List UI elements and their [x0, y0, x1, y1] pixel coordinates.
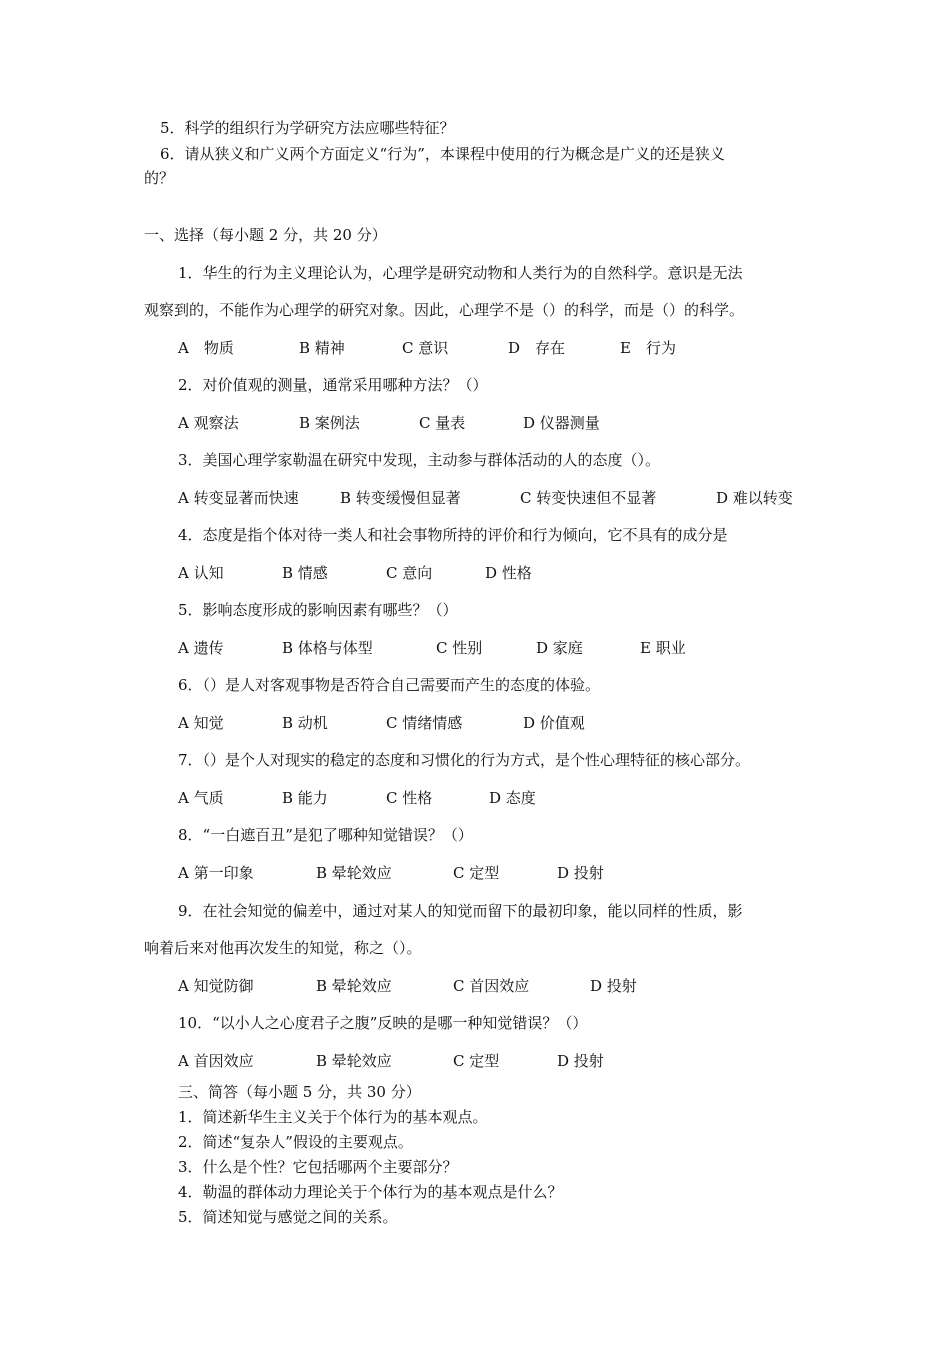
option: B 情感 — [282, 564, 328, 582]
option: B 转变缓慢但显著 — [340, 489, 461, 507]
prior-question-5: 5．科学的组织行为学研究方法应哪些特征？ — [160, 119, 455, 137]
option: D 投射 — [557, 864, 604, 882]
question-7: 7．（）是个人对现实的稳定的态度和习惯化的行为方式，是个性心理特征的核心部分。 — [178, 751, 751, 769]
section-heading-choice: 一、选择（每小题 2 分，共 20 分） — [144, 226, 387, 244]
option: C 定型 — [453, 864, 500, 882]
option: D 仪器测量 — [523, 414, 600, 432]
option: B 精神 — [299, 339, 345, 357]
question-10: 10．“以小人之心度君子之腹”反映的是哪一种知觉错误？（） — [178, 1014, 588, 1032]
question-2: 2．对价值观的测量，通常采用哪种方法？（） — [178, 376, 488, 394]
question-1-line-2: 观察到的，不能作为心理学的研究对象。因此，心理学不是（）的科学，而是（）的科学。 — [144, 301, 745, 319]
question-9-line-1: 9．在社会知觉的偏差中，通过对某人的知觉而留下的最初印象，能以同样的性质，影 — [178, 902, 743, 920]
option: B 体格与体型 — [282, 639, 373, 657]
prior-question-6: 6．请从狭义和广义两个方面定义“行为”，本课程中使用的行为概念是广义的还是狭义 — [160, 145, 725, 163]
option: C 量表 — [419, 414, 466, 432]
option: D 性格 — [485, 564, 532, 582]
option: A 观察法 — [178, 414, 239, 432]
question-6: 6．（）是人对客观事物是否符合自己需要而产生的态度的体验。 — [178, 676, 601, 694]
option: D 投射 — [557, 1052, 604, 1070]
option: E 职业 — [640, 639, 686, 657]
option: A 第一印象 — [178, 864, 254, 882]
short-answer-item: 2．简述“复杂人”假设的主要观点。 — [178, 1133, 413, 1151]
option: D 难以转变 — [716, 489, 793, 507]
option: C 定型 — [453, 1052, 500, 1070]
option: D 投射 — [590, 977, 637, 995]
option: E 行为 — [620, 339, 676, 357]
option: B 晕轮效应 — [316, 1052, 392, 1070]
option: B 案例法 — [299, 414, 360, 432]
option: A 首因效应 — [178, 1052, 254, 1070]
question-3: 3．美国心理学家勒温在研究中发现，主动参与群体活动的人的态度（）。 — [178, 451, 661, 469]
option: C 意识 — [402, 339, 449, 357]
question-9-line-2: 响着后来对他再次发生的知觉，称之（）。 — [144, 939, 422, 957]
option: A 物质 — [178, 339, 234, 357]
question-5: 5．影响态度形成的影响因素有哪些？（） — [178, 601, 458, 619]
short-answer-item: 1．简述新华生主义关于个体行为的基本观点。 — [178, 1108, 488, 1126]
option: C 性别 — [436, 639, 483, 657]
question-1-line-1: 1．华生的行为主义理论认为，心理学是研究动物和人类行为的自然科学。意识是无法 — [178, 264, 743, 282]
short-answer-item: 3．什么是个性？它包括哪两个主要部分？ — [178, 1158, 458, 1176]
option: D 家庭 — [536, 639, 583, 657]
prior-question-6-cont: 的？ — [144, 169, 175, 187]
option: B 动机 — [282, 714, 328, 732]
short-answer-item: 5．简述知觉与感觉之间的关系。 — [178, 1208, 398, 1226]
option: A 气质 — [178, 789, 224, 807]
option: A 遗传 — [178, 639, 224, 657]
option: C 情绪情感 — [386, 714, 463, 732]
option: A 认知 — [178, 564, 224, 582]
option: B 晕轮效应 — [316, 977, 392, 995]
option: C 转变快速但不显著 — [520, 489, 657, 507]
option: D 态度 — [489, 789, 536, 807]
question-4: 4．态度是指个体对待一类人和社会事物所持的评价和行为倾向，它不具有的成分是 — [178, 526, 728, 544]
option: A 转变显著而快速 — [178, 489, 299, 507]
short-answer-item: 4．勒温的群体动力理论关于个体行为的基本观点是什么？ — [178, 1183, 563, 1201]
option: D 存在 — [508, 339, 566, 357]
option: B 能力 — [282, 789, 328, 807]
section-heading-short-answer: 三、简答（每小题 5 分，共 30 分） — [178, 1083, 421, 1101]
option: C 意向 — [386, 564, 433, 582]
option: C 性格 — [386, 789, 433, 807]
option: C 首因效应 — [453, 977, 530, 995]
question-8: 8．“一白遮百丑”是犯了哪种知觉错误？（） — [178, 826, 473, 844]
option: D 价值观 — [523, 714, 585, 732]
option: A 知觉 — [178, 714, 224, 732]
option: B 晕轮效应 — [316, 864, 392, 882]
option: A 知觉防御 — [178, 977, 254, 995]
